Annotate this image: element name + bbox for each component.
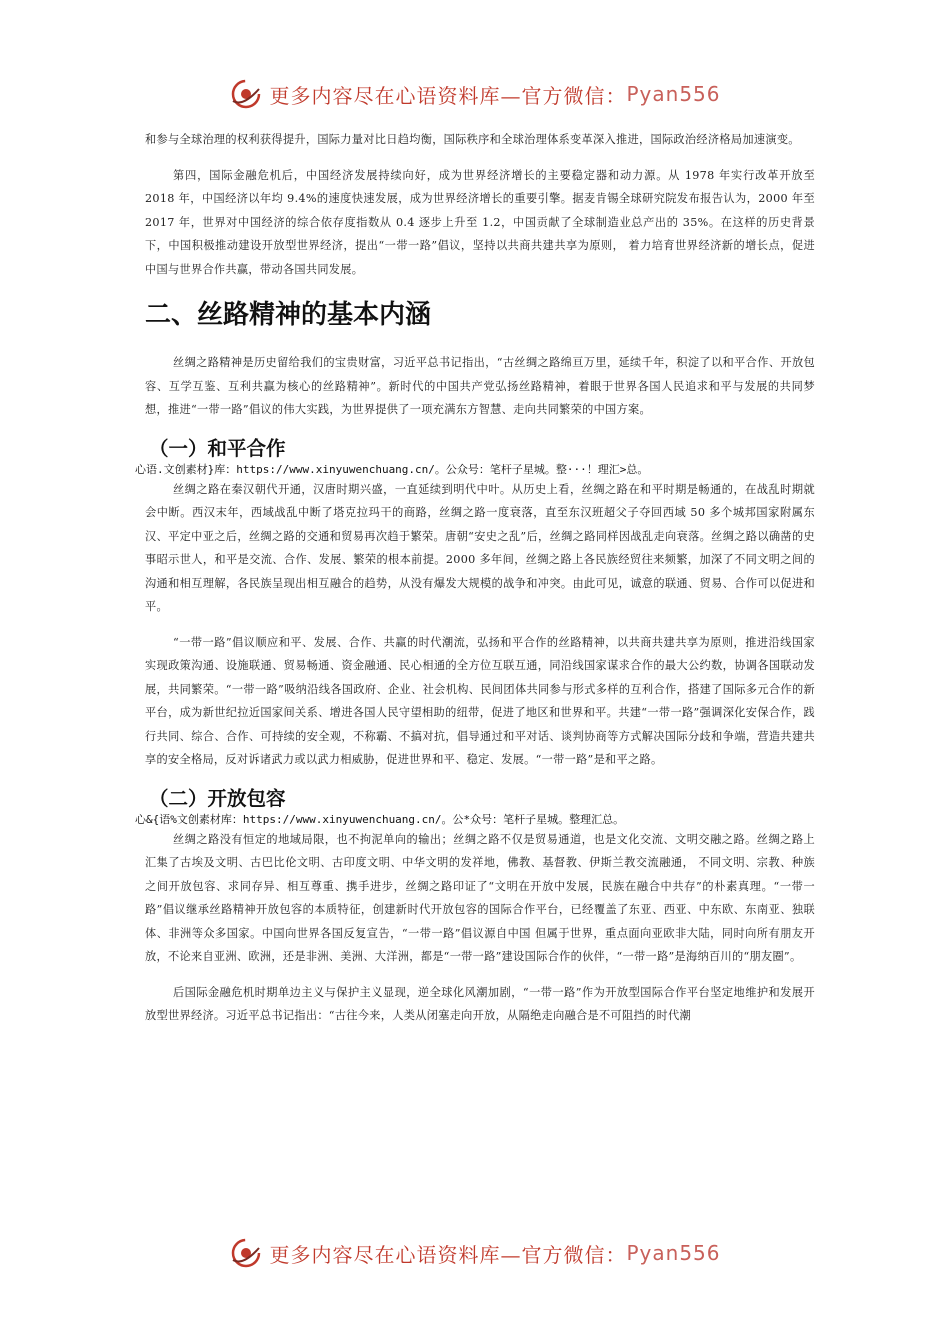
source-watermark-line: 心语.文创素材}库：https://www.xinyuwenchuang.cn/。公众号：笔杆子星城。整···！理汇>总。 — [135, 462, 649, 476]
paragraph: 丝绸之路精神是历史留给我们的宝贵财富，习近平总书记指出，“古丝绸之路绵亘万里，延续千年，积淀了以和平合作、开放包容、互学互鉴、互利共赢为核心的丝路精神”。新时代的中国共产党弘扬丝路精神，着眼于世界各国人民追求和平与发展的共同梦想，推进“一带一路”倡议的伟大实践，为世界提供了一项充满东方智慧、走向共同繁荣的中国方案。 — [145, 356, 815, 416]
paragraph: 第四，国际金融危机后，中国经济发展持续向好，成为世界经济增长的主要稳定器和动力源。从 1978 年实行改革开放至 2018 年，中国经济以年均 9.4%的速度快速发展，成为世界经济增长的重要引擎。据麦肯锡全球研究院发布报告认为，2000 年至 2017 年，世界对中国经济的综合依存度指数从 0.4 逐步上升至 1.2，中国贡献了全球制造业总产出的 35%。在这样的历史背景下，中国积极推动建设开放型世界经济，提出“一带一路”倡议，坚持以共商共建共享为原则， 着力培育世界经济新的增长点，促进中国与世界合作共赢，带动各国共同发展。 — [145, 168, 815, 276]
subsection-heading: （二）开放包容 — [149, 786, 286, 810]
header-banner — [0, 74, 950, 114]
banner-wechat-id: Pyan556 — [626, 82, 721, 106]
paragraph: 和参与全球治理的权利获得提升，国际力量对比日趋均衡，国际秩序和全球治理体系变革深入推进，国际政治经济格局加速演变。 — [145, 133, 800, 146]
paragraph: “一带一路”倡议顺应和平、发展、合作、共赢的时代潮流，弘扬和平合作的丝路精神，以共商共建共享为原则，推进沿线国家实现政策沟通、设施联通、贸易畅通、资金融通、民心相通的全方位互联互通，同沿线国家谋求合作的最大公约数，协调各国联动发展，共同繁荣。“一带一路”吸纳沿线各国政府、企业、社会机构、民间团体共同参与形式多样的互利合作，搭建了国际多元合作的新平台，成为新世纪拉近国家间关系、增进各国人民守望相助的纽带，促进了地区和世界和平。共建“一带一路”强调深化安保合作，践行共同、综合、合作、可持续的安全观，不称霸、不搞对抗，倡导通过和平对话、谈判协商等方式解决国际分歧和争端，营造共建共享的安全格局，反对诉诸武力或以武力相威胁，促进世界和平、稳定、发展。“一带一路”是和平之路。 — [145, 635, 815, 766]
paragraph: 丝绸之路没有恒定的地域局限，也不拘泥单向的输出；丝绸之路不仅是贸易通道，也是文化交流、文明交融之路。丝绸之路上汇集了古埃及文明、古巴比伦文明、古印度文明、中华文明的发祥地，佛教、基督教、伊斯兰教交流融通， 不同文明、宗教、种族之间开放包容、求同存异、相互尊重、携手进步，丝绸之路印证了“文明在开放中发展，民族在融合中共存”的朴素真理。“一带一路”倡议继承丝路精神开放包容的本质特征，创建新时代开放包容的国际合作平台，已经覆盖了东亚、西亚、中东欧、东南亚、独联体、非洲等众多国家。中国向世界各国反复宣告，“一带一路”倡议源自中国 但属于世界，重点面向亚欧非大陆，同时向所有朋友开放，不论来自亚洲、欧洲，还是非洲、美洲、大洋洲，都是“一带一路”建设国际合作的伙伴，“一带一路”是海纳百川的“朋友圈”。 — [145, 832, 815, 963]
paragraph: 后国际金融危机时期单边主义与保护主义显现，逆全球化风潮加剧，“一带一路”作为开放型国际合作平台坚定地维护和发展开放型世界经济。习近平总书记指出：“古往今来，人类从闭塞走向开放，从隔绝走向融合是不可阻挡的时代潮 — [145, 985, 815, 1022]
document-body — [135, 128, 815, 1040]
subsection-heading: （一）和平合作 — [149, 436, 286, 460]
library-logo-icon — [229, 1236, 263, 1270]
banner-text: 更多内容尽在心语资料库—官方微信： — [269, 83, 627, 108]
source-watermark-line: 心&{语%文创素材库：https://www.xinyuwenchuang.cn/。公*众号：笔杆子星城。整理汇总。 — [135, 812, 625, 826]
library-logo-icon — [229, 77, 263, 111]
footer-banner — [0, 1233, 950, 1273]
banner-wechat-id: Pyan556 — [626, 1241, 721, 1265]
paragraph: 丝绸之路在秦汉朝代开通，汉唐时期兴盛，一直延续到明代中叶。从历史上看，丝绸之路在和平时期是畅通的，在战乱时期就会中断。西汉末年，西域战乱中断了塔克拉玛干的商路，丝绸之路一度衰落，直至东汉班超父子夺回西域 50 多个城邦国家附属东汉、平定中亚之后，丝绸之路的交通和贸易再次趋于繁荣。唐朝“安史之乱”后，丝绸之路同样因战乱走向衰落。丝绸之路以确凿的史事昭示世人，和平是交流、合作、发展、繁荣的根本前提。2000 多年间，丝绸之路上各民族经贸往来频繁，加深了不同文明之间的沟通和相互理解，各民族呈现出相互融合的趋势，从没有爆发大规模的战争和冲突。由此可见，诚意的联通、贸易、合作可以促进和平。 — [145, 482, 815, 613]
section-heading: 二、丝路精神的基本内涵 — [145, 300, 432, 330]
banner-text: 更多内容尽在心语资料库—官方微信： — [269, 1242, 627, 1267]
